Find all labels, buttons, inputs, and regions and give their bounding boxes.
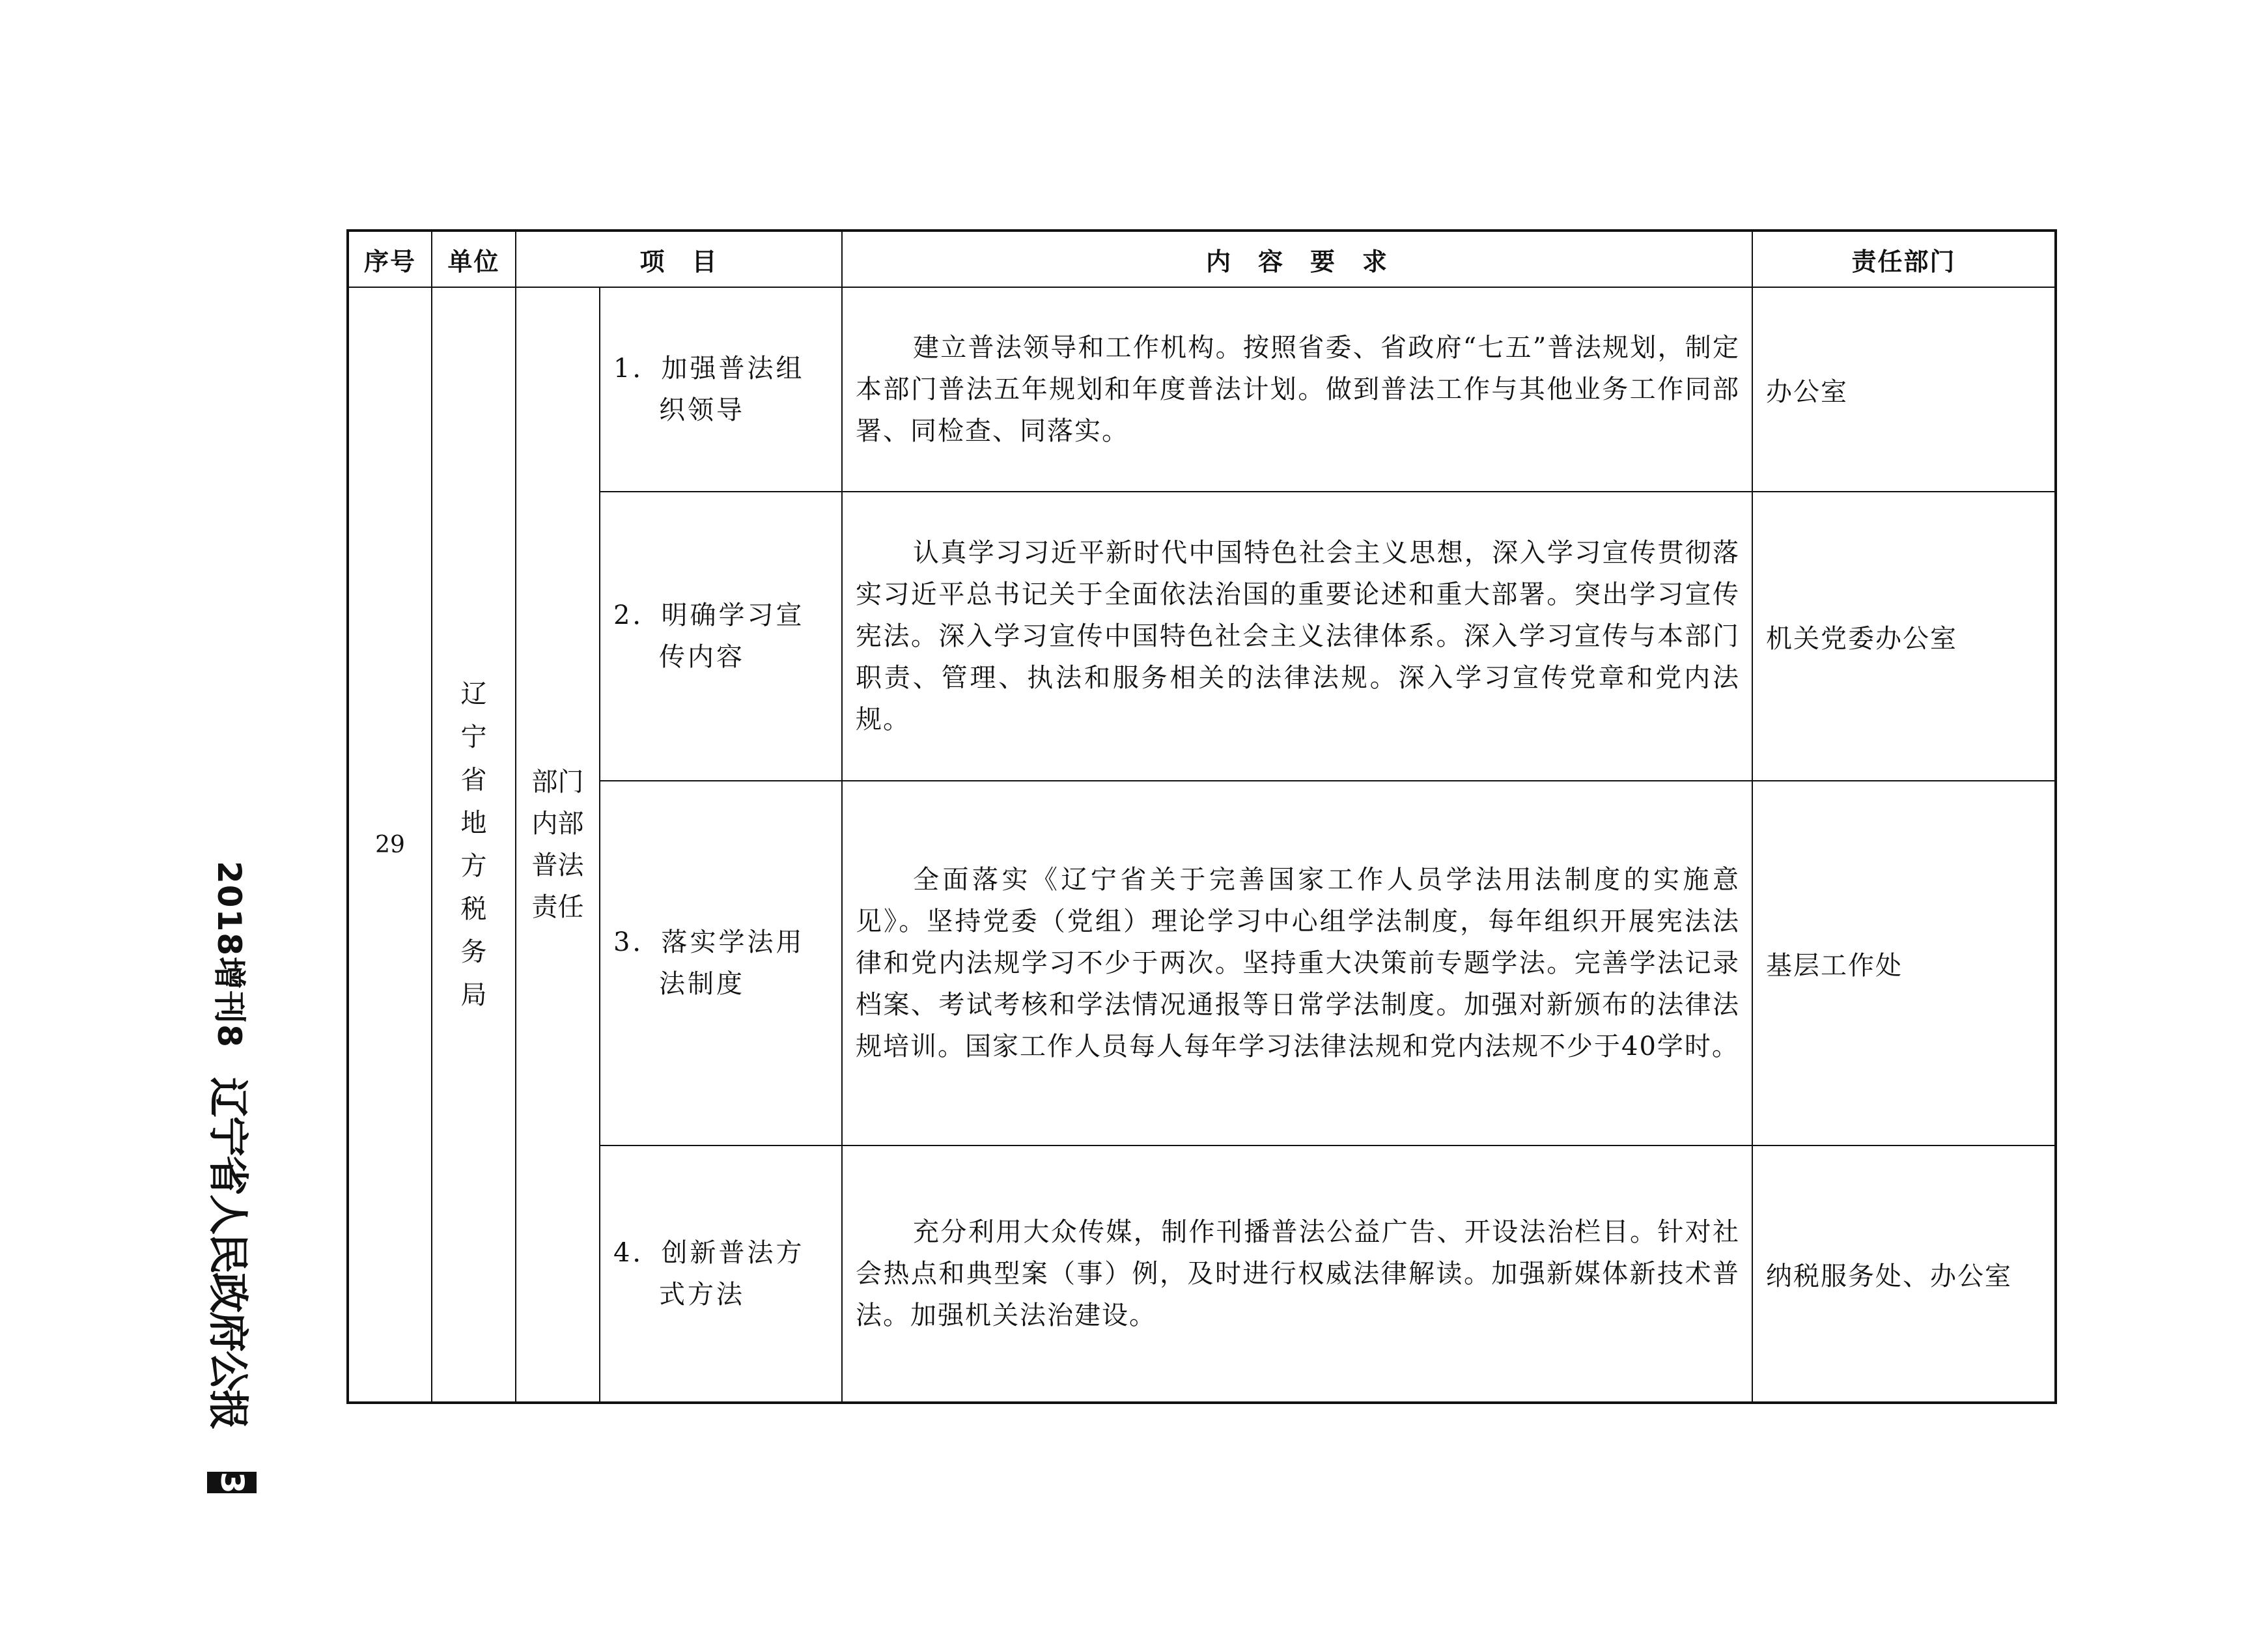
row-category: [516, 287, 600, 1403]
item-content: [842, 287, 1752, 492]
item-title: [600, 1145, 842, 1403]
item-title: [600, 287, 842, 492]
item-content-text: 认真学习习近平新时代中国特色社会主义思想，深入学习宣传贯彻落实习近平总书记关于全面依法治国的重要论述和重大部署。突出学习宣传宪法。深入学习宣传中国特色社会主义法律体系。深入学习宣传与本部门职责、管理、执法和服务相关的法律法规。深入学习宣传党章和党内法规。: [856, 538, 1741, 735]
header-seq: 序号: [348, 231, 432, 287]
item-title: [600, 492, 842, 781]
item-dept: 办公室: [1752, 287, 2056, 492]
item-title-text: 2．明确学习宣传内容: [613, 600, 805, 672]
category-text: 部门内部普法责任: [531, 767, 584, 922]
table-row: [348, 781, 2056, 1145]
item-title-text: 4．创新普法方式方法: [613, 1238, 805, 1310]
item-content: [842, 1145, 1752, 1403]
plan-table: [346, 229, 2057, 1404]
header-unit: 单位: [432, 231, 516, 287]
header-dept: 责任部门: [1752, 231, 2056, 287]
unit-text: 辽宁省地方税务局: [460, 679, 487, 1010]
item-dept: 基层工作处: [1752, 781, 2056, 1145]
side-running-header: [204, 861, 258, 1494]
item-title-text: 3．落实学法用法制度: [613, 927, 805, 999]
page-number: 3: [207, 1472, 257, 1493]
item-content-text: 充分利用大众传媒，制作刊播普法公益广告、开设法治栏目。针对社会热点和典型案（事）例，及时进行权威法律解读。加强新媒体新技术普法。加强机关法治建设。: [856, 1217, 1741, 1330]
table-header-row: [348, 231, 2056, 287]
header-project: 项 目: [516, 231, 842, 287]
table-row: [348, 492, 2056, 781]
item-content-text: 全面落实《辽宁省关于完善国家工作人员学法用法制度的实施意见》。坚持党委（党组）理论学习中心组学法制度，每年组织开展宪法法律和党内法规学习不少于两次。坚持重大决策前专题学法。完善学法记录档案、考试考核和学法情况通报等日常学法制度。加强对新颁布的法律法规培训。国家工作人员每人每年学习法律法规和党内法规不少于40学时。: [856, 865, 1741, 1061]
item-title-text: 1．加强普法组织领导: [613, 354, 805, 425]
item-content: [842, 781, 1752, 1145]
item-title: [600, 781, 842, 1145]
table-row: [348, 287, 2056, 492]
item-content: [842, 492, 1752, 781]
row-unit: [432, 287, 516, 1403]
table-row: [348, 1145, 2056, 1403]
journal-title: 辽宁省人民政府公报: [204, 1076, 253, 1429]
header-content: 内 容 要 求: [842, 231, 1752, 287]
issue-label: 2018增刊8: [210, 861, 248, 1048]
row-seq: 29: [348, 287, 432, 1403]
item-dept: 机关党委办公室: [1752, 492, 2056, 781]
item-content-text: 建立普法领导和工作机构。按照省委、省政府“七五”普法规划，制定本部门普法五年规划和年度普法计划。做到普法工作与其他业务工作同部署、同检查、同落实。: [856, 333, 1741, 446]
item-dept: 纳税服务处、办公室: [1752, 1145, 2056, 1403]
